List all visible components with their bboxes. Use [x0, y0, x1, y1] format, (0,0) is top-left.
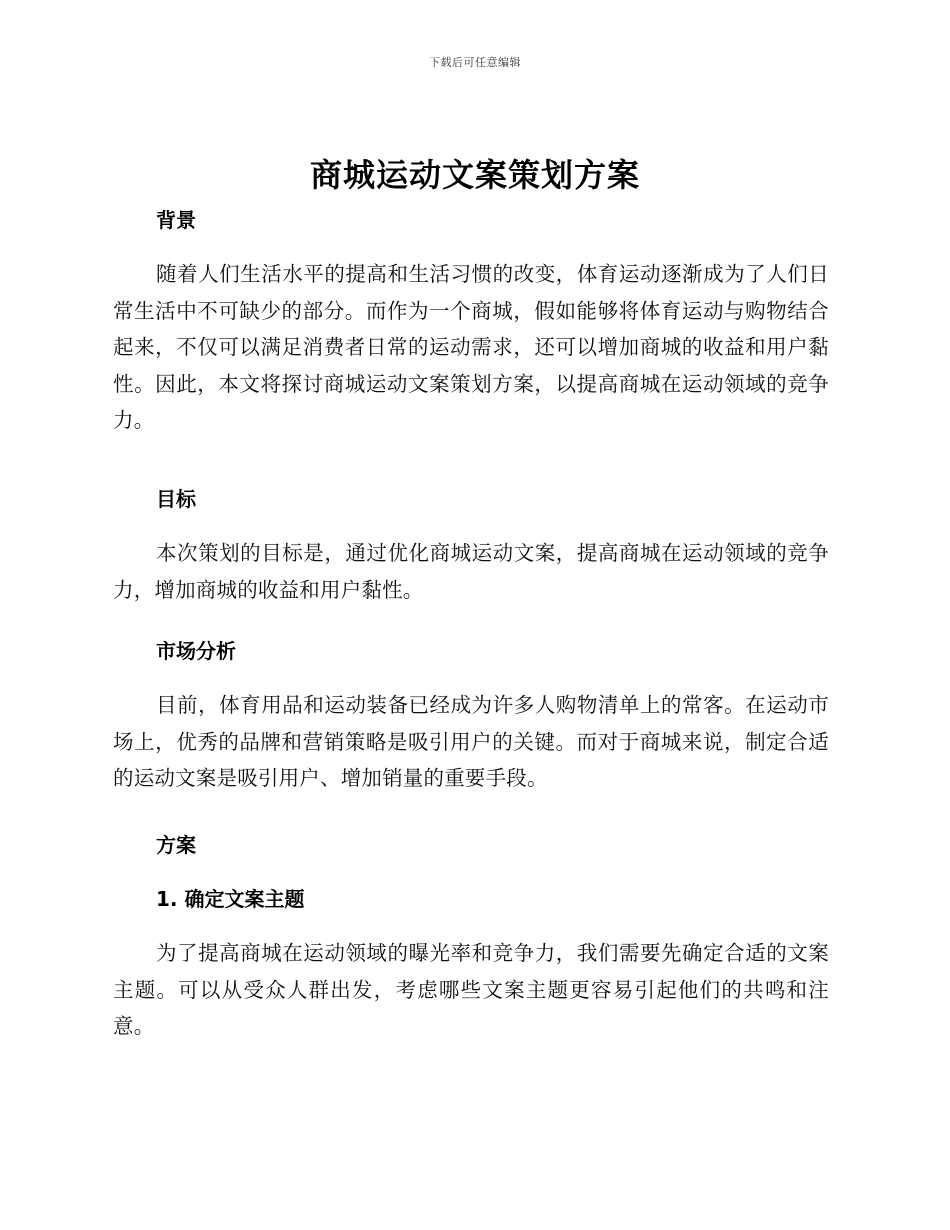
document-title: 商城运动文案策划方案 [309, 156, 640, 194]
section-paragraph-market-analysis: 目前，体育用品和运动装备已经成为许多人购物清单上的常客。在运动市场上，优秀的品牌和营销策略是吸引用户的关键。而对于商城来说，制定合适的运动文案是吸引用户、增加销量的重要手段。 [113, 693, 829, 790]
header-note: 下载后可任意编辑 [429, 56, 521, 69]
section-heading-goal: 目标 [156, 487, 196, 511]
subsection-heading-theme: 1. 确定文案主题 [156, 887, 305, 911]
section-heading-market-analysis: 市场分析 [156, 639, 236, 663]
subsection-paragraph-theme: 为了提高商城在运动领域的曝光率和竞争力，我们需要先确定合适的文案主题。可以从受众人群出发，考虑哪些文案主题更容易引起他们的共鸣和注意。 [113, 941, 829, 1038]
section-heading-plan: 方案 [156, 833, 196, 857]
section-paragraph-goal: 本次策划的目标是，通过优化商城运动文案，提高商城在运动领域的竞争力，增加商城的收益和用户黏性。 [113, 541, 829, 602]
section-heading-background: 背景 [156, 208, 196, 232]
section-paragraph-background: 随着人们生活水平的提高和生活习惯的改变，体育运动逐渐成为了人们日常生活中不可缺少的部分。而作为一个商城，假如能够将体育运动与购物结合起来，不仅可以满足消费者日常的运动需求，还可以增加商城的收益和用户黏性。因此，本文将探讨商城运动文案策划方案，以提高商城在运动领域的竞争力。 [113, 262, 829, 432]
